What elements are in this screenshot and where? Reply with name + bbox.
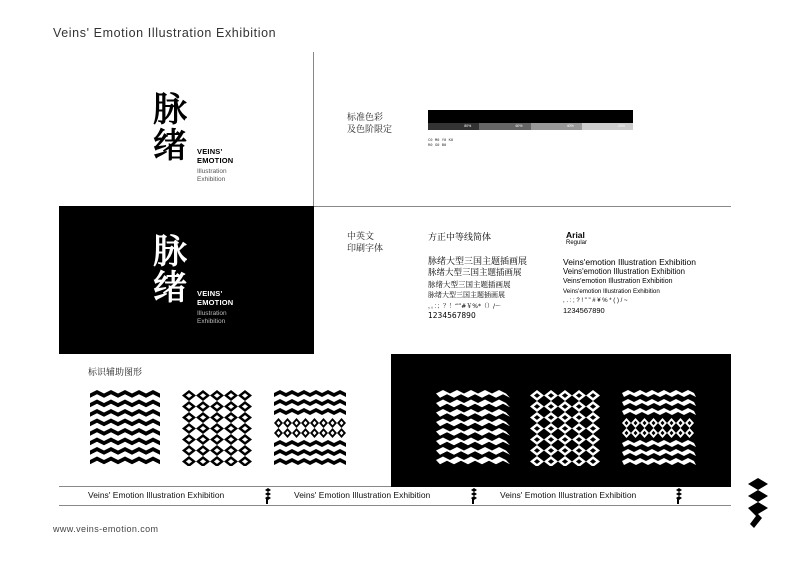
- mark-icon-3: [676, 488, 682, 504]
- zigzag-row: [622, 390, 696, 397]
- zigzag-row: [436, 447, 510, 455]
- cn-sample-4: 脉绪大型三国主题插画展: [428, 291, 505, 299]
- pattern-zigzag-light: [90, 390, 160, 466]
- color-caption: C0 M0 Y0 K0 R0 G0 B0: [428, 137, 454, 147]
- zigzag-row: [90, 438, 160, 446]
- en-digits: 1234567890: [563, 306, 605, 315]
- zigzag-row: [436, 390, 510, 398]
- en-sample-1: Veins'emotion Illustration Exhibition: [563, 257, 696, 267]
- large-mark-icon: [748, 478, 768, 528]
- en-font-style: Regular: [566, 240, 588, 246]
- strip-text-2: Veins' Emotion Illustration Exhibition: [294, 490, 431, 500]
- zigzag-row: [90, 409, 160, 417]
- mark-icon-2: [471, 488, 477, 504]
- zigzag-row: [622, 408, 696, 415]
- tint-20: 20%: [582, 123, 633, 130]
- zigzag-row: [436, 457, 510, 465]
- zigzag-row: [622, 399, 696, 406]
- tint-60: 60%: [479, 123, 530, 130]
- zigzag-row: [90, 457, 160, 465]
- zigzag-row: [90, 447, 160, 455]
- zigzag-row: [90, 390, 160, 398]
- en-sample-3: Veins'emotion Illustration Exhibition: [563, 278, 673, 285]
- zigzag-row: [622, 458, 696, 465]
- en-punct: , . : ; ? ! " " # ¥ % * ( ) / ~: [563, 298, 628, 304]
- zigzag-row: [274, 399, 346, 406]
- zigzag-row: [274, 458, 346, 465]
- en-font-samples: [563, 257, 696, 316]
- cn-digits: 1234567890: [428, 311, 476, 320]
- logo-light: [150, 92, 190, 164]
- strip-text-1: Veins' Emotion Illustration Exhibition: [88, 490, 225, 500]
- logo-dark-cn-char-2: 绪: [153, 268, 187, 308]
- tint-40: 40%: [531, 123, 582, 130]
- logo-sub-line-2: Exhibition: [197, 176, 226, 183]
- pattern-diamond-light: [182, 390, 252, 466]
- logo-cn-char-1: 脉: [153, 90, 187, 130]
- zigzag-row: [274, 408, 346, 415]
- cn-punct: ，。：；？！“”#￥%*（）/～: [428, 303, 501, 310]
- zigzag-row: [622, 440, 696, 447]
- zigzag-row: [436, 400, 510, 408]
- zigzag-row: [90, 419, 160, 427]
- zigzag-row: [436, 428, 510, 436]
- pattern-section-label: 标识辅助图形: [88, 368, 143, 378]
- en-sample-4: Veins'emotion Illustration Exhibition: [563, 288, 660, 295]
- cn-font-name: 方正中等线简体: [428, 233, 492, 243]
- pattern-mixed-dark: [622, 390, 696, 466]
- cn-sample-2: 脉绪大型三国主题插画展: [428, 268, 522, 278]
- en-sample-2: Veins'emotion Illustration Exhibition: [563, 267, 685, 276]
- cn-font-samples: [428, 257, 527, 321]
- logo-dark-en-line-2: EMOTION: [197, 298, 234, 307]
- mark-icon-1: [265, 488, 271, 504]
- cn-sample-3: 脉绪大型三国主题插画展: [428, 280, 511, 289]
- zigzag-row: [90, 400, 160, 408]
- pattern-mixed-light: [274, 390, 346, 466]
- logo-dark-en-line-1: VEINS': [197, 289, 223, 298]
- color-swatch-base: [428, 110, 633, 123]
- logo-dark-sub-line-1: Illustration: [197, 310, 227, 317]
- pattern-zigzag-dark: [436, 390, 510, 466]
- zigzag-row: [274, 440, 346, 447]
- divider-vertical-top: [313, 52, 314, 207]
- color-tint-row: [428, 123, 633, 130]
- en-font-header: [566, 230, 587, 246]
- zigzag-row: [274, 449, 346, 456]
- zigzag-row: [436, 409, 510, 417]
- logo-light-text: [197, 147, 233, 184]
- zigzag-row: [274, 390, 346, 397]
- zigzag-row: [436, 438, 510, 446]
- color-section-label: 标准色彩 及色阶限定: [347, 113, 393, 135]
- zigzag-row: [622, 449, 696, 456]
- logo-en-line-1: VEINS': [197, 147, 223, 156]
- logo-cn-char-2: 绪: [153, 126, 187, 166]
- logo-dark-cn-char-1: 脉: [153, 232, 187, 272]
- divider-horizontal-strip-bottom: [59, 505, 731, 506]
- footer-url: www.veins-emotion.com: [53, 524, 159, 534]
- logo-dark: [150, 234, 190, 306]
- logo-dark-text: [197, 289, 233, 326]
- logo-dark-sub-line-2: Exhibition: [197, 318, 226, 325]
- en-font-name: Arial: [566, 230, 585, 240]
- zigzag-row: [436, 419, 510, 427]
- logo-sub-line-1: Illustration: [197, 168, 227, 175]
- tint-80: 80%: [428, 123, 479, 130]
- zigzag-row: [90, 428, 160, 436]
- page-title: Veins' Emotion Illustration Exhibition: [53, 26, 277, 40]
- strip-text-3: Veins' Emotion Illustration Exhibition: [500, 490, 637, 500]
- logo-en-line-2: EMOTION: [197, 156, 234, 165]
- font-section-label: 中英文 印刷字体: [347, 232, 384, 254]
- color-swatch-bar: [428, 110, 633, 128]
- cn-sample-1: 脉绪大型三国主题插画展: [428, 257, 528, 267]
- pattern-diamond-dark: [530, 390, 600, 466]
